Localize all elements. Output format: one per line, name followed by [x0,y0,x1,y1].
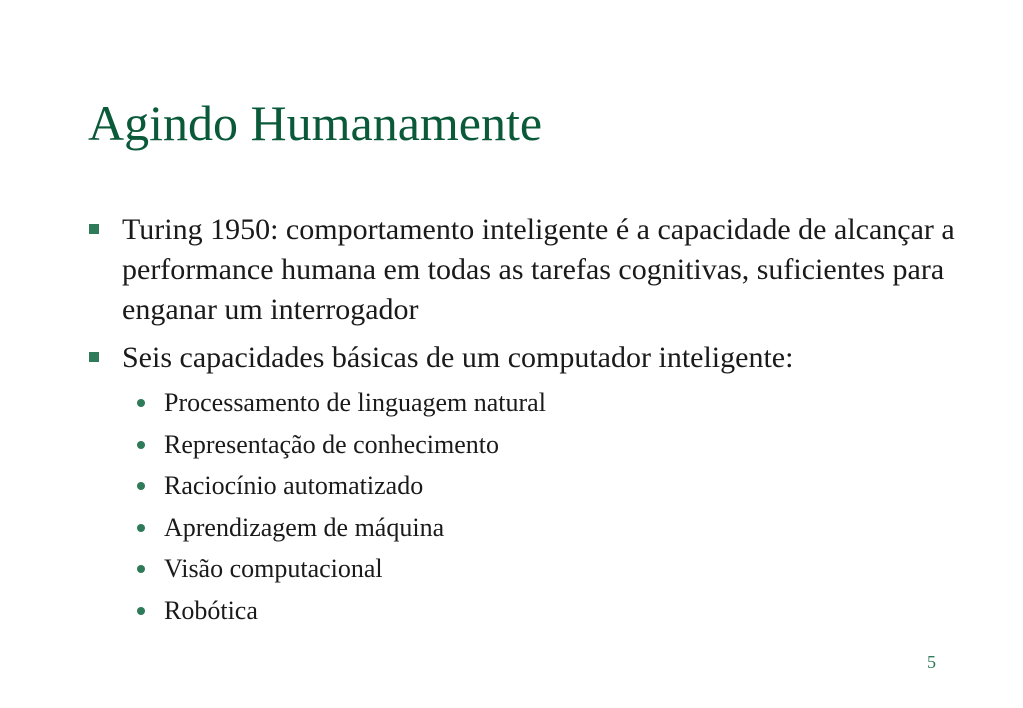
sub-list-item [122,548,958,590]
bullet-item [88,210,958,330]
sub-item-text: Representação de conhecimento [164,429,499,459]
bullet-text: Seis capacidades básicas de um computador inteligente: [122,341,794,374]
round-bullet-icon [137,441,145,449]
square-bullet-icon [89,352,99,362]
round-bullet-icon [137,482,145,490]
sub-list-item [122,424,958,466]
sub-item-text: Raciocínio automatizado [164,471,424,500]
slide-title: Agindo Humanamente [88,95,543,151]
page-number: 5 [927,652,936,672]
bullet-list [88,210,958,639]
sub-item-text: Processamento de linguagem natural [164,388,546,417]
sub-list-item [122,382,958,424]
sub-item-text: Visão computacional [164,554,383,583]
square-bullet-icon [89,224,99,234]
sub-item-text: Aprendizagem de máquina [164,512,445,542]
sub-item-text: Robótica [164,595,258,625]
bullet-text: Turing 1950: comportamento inteligente é a capacidade de alcançar a performance humana em todas as tarefas cognitivas, suficientes para enganar um interrogador [122,213,955,326]
sub-list-item [122,590,958,632]
round-bullet-icon [137,399,145,407]
round-bullet-icon [137,607,145,615]
sub-list [122,382,958,631]
sub-list-item [122,465,958,507]
round-bullet-icon [137,524,145,532]
bullet-item [88,338,958,631]
sub-list-item [122,507,958,549]
round-bullet-icon [137,565,145,573]
